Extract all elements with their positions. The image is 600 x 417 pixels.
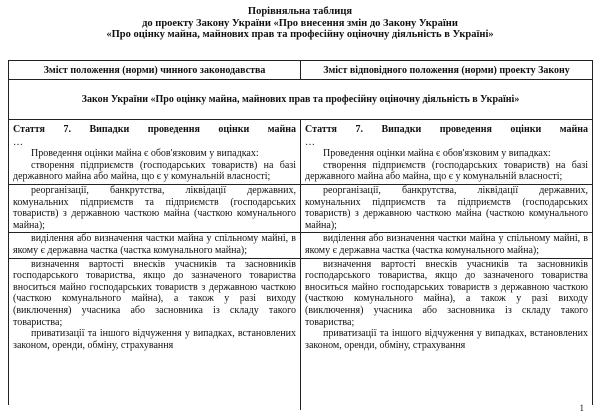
document-title: Порівняльна таблиця	[247, 6, 353, 17]
page-number: 1	[579, 403, 584, 413]
article-intro: Проведення оцінки майна є обов'язковим у випадках:	[31, 148, 259, 160]
article-item: приватизації та іншого відчуження у випадках, встановлених законом, оренди, обміну, страхування	[305, 328, 588, 351]
article-item: виділення або визначення частки майна у спільному майні, в якому є державна частка (частка комунального майна);	[13, 233, 296, 256]
draft-law-column	[301, 120, 592, 410]
document-subtitle-line2: «Про оцінку майна, майнових прав та професійну оціночну діяльність в Україні»	[106, 29, 494, 40]
article-item: реорганізації, банкрутства, ліквідації державних, комунальних підприємств та підприємств (господарських товариств) з державною часткою майна (часткою комунального майна);	[305, 184, 588, 231]
article-item: створення підприємств (господарських товариств) на базі державного майна або майна, що є у комунальній власності;	[13, 159, 296, 183]
current-law-column	[9, 120, 301, 410]
article-intro: Проведення оцінки майна є обов'язковим у випадках:	[323, 148, 551, 160]
table-header-row	[9, 61, 592, 80]
article-item: виділення або визначення частки майна у спільному майні, в якому є державна частка (частка комунального майна);	[305, 233, 588, 256]
column-header-current-law: Зміст положення (норми) чинного законодавства	[9, 61, 301, 80]
article-item: визначення вартості внесків учасників та засновників господарського товариства, якщо до зазначеного товариства вноситься майно господарських товариств з державною часткою (часткою комунального майна), а також у разі виходу (виключення) учасника або засновника із складу такого товариства;	[305, 258, 588, 328]
article-item: реорганізації, банкрутства, ліквідації державних, комунальних підприємств та підприємств (господарських товариств) з державною часткою майна (часткою комунального майна);	[13, 184, 296, 231]
article-heading: Стаття 7. Випадки проведення оцінки майна	[13, 124, 296, 135]
law-title-row: Закон України «Про оцінку майна, майнових прав та професійну оціночну діяльність в Україні»	[9, 80, 592, 120]
article-heading: Стаття 7. Випадки проведення оцінки майна	[305, 124, 588, 135]
article-item: визначення вартості внесків учасників та засновників господарського товариства, якщо до зазначеного товариства вноситься майно господарських товариств з державною часткою (часткою комунального майна), а також у разі виходу (виключення) учасника або засновника із складу такого товариства;	[13, 258, 296, 328]
ellipsis: …	[13, 136, 23, 148]
column-header-draft-law: Зміст відповідного положення (норми) проекту Закону	[323, 65, 570, 76]
ellipsis: …	[305, 136, 315, 148]
article-item: створення підприємств (господарських товариств) на базі державного майна або майна, що є у комунальній власності;	[305, 159, 588, 183]
article-item: приватизації та іншого відчуження у випадках, встановлених законом, оренди, обміну, страхування	[13, 328, 296, 351]
document-subtitle-line1: до проекту Закону України «Про внесення змін до Закону України	[142, 17, 458, 29]
comparison-table	[8, 60, 593, 405]
